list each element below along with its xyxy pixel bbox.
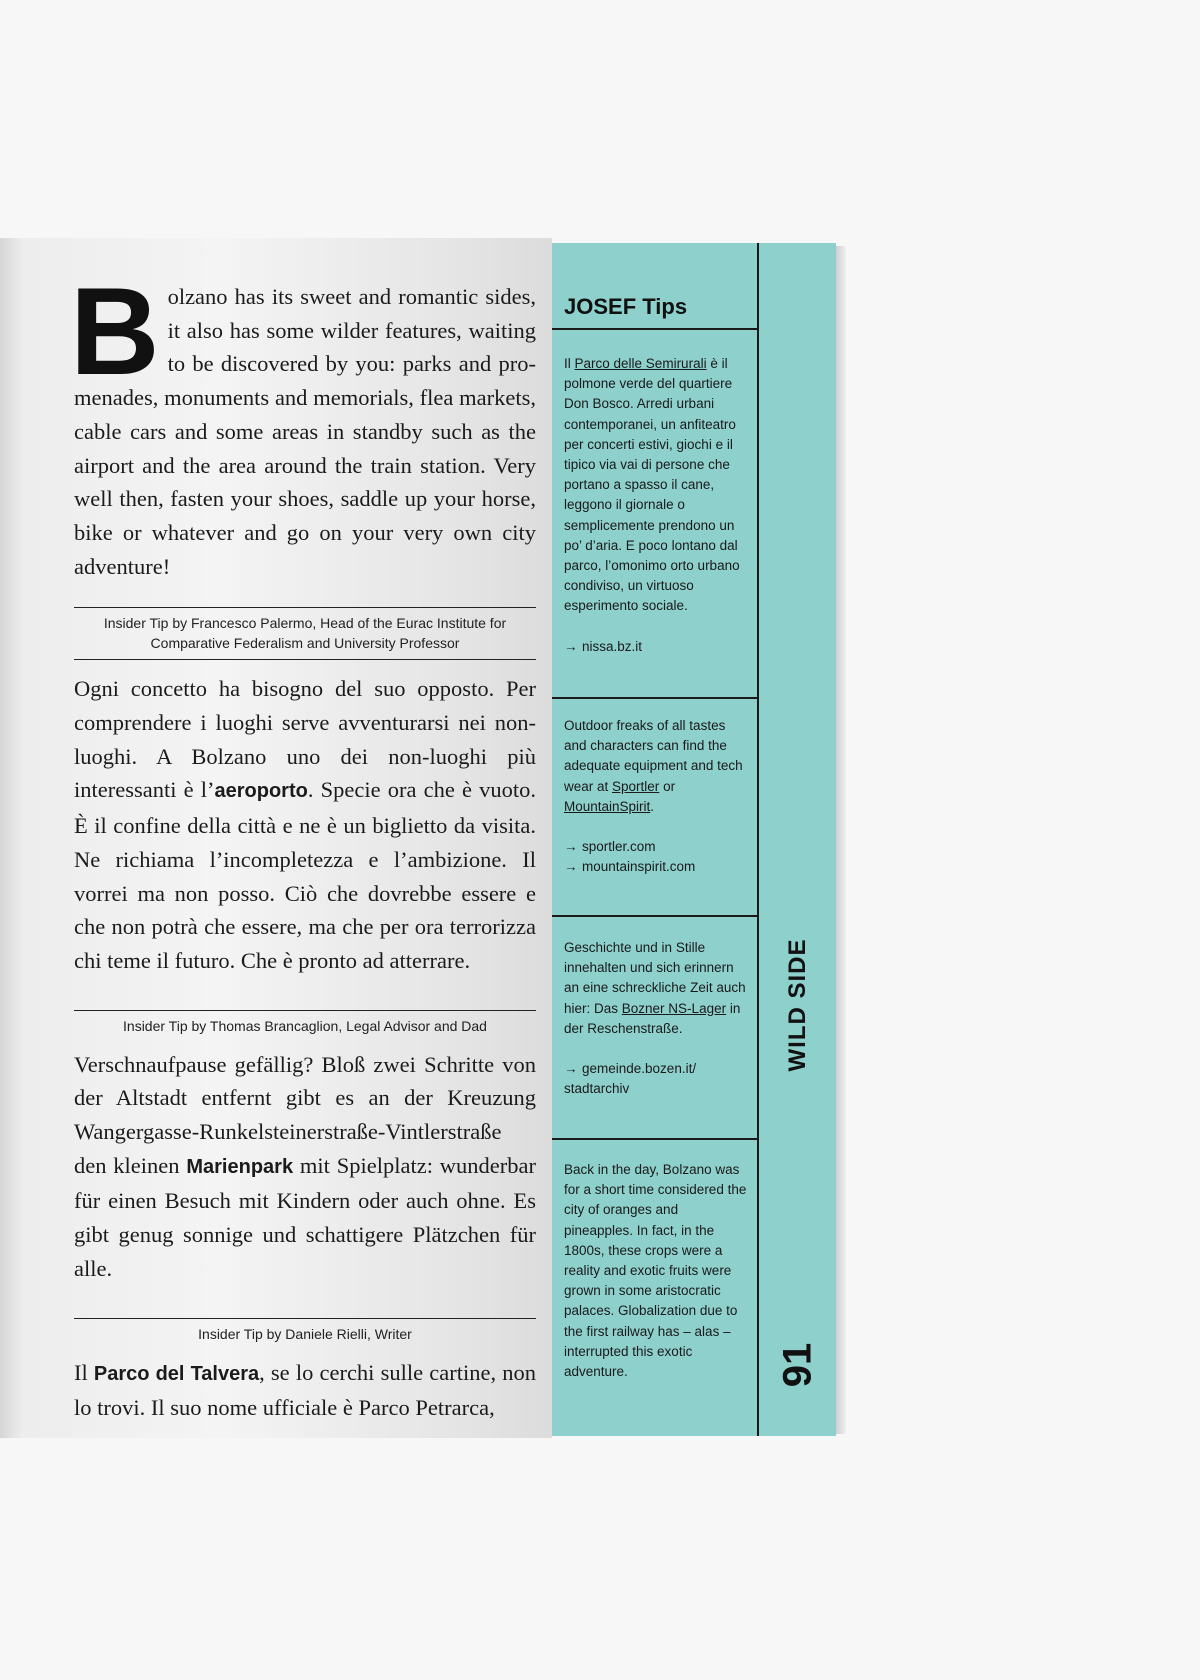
arrow-icon: →: [564, 1061, 578, 1077]
url-mountainspirit[interactable]: mountainspirit.com: [582, 859, 696, 875]
link-parco-semirurali[interactable]: Parco delle Semirurali: [574, 356, 707, 371]
sidebar-rule: [552, 697, 758, 699]
intro-paragraph: [70, 263, 536, 583]
arrow-icon: →: [564, 638, 578, 654]
sidebar-rule: [552, 1138, 758, 1140]
drop-cap: B: [70, 263, 160, 401]
paragraph-talvera: [74, 1356, 536, 1425]
url-gemeinde-bozen[interactable]: gemeinde.bozen.it/ stadtarchiv: [564, 1061, 697, 1097]
box-text: Outdoor freaks of all tastes and characters can find the adequate equipment and tech wear at: [564, 718, 743, 794]
paragraph-marienpark: [74, 1048, 536, 1286]
sidebar-rule: [552, 328, 758, 330]
paragraph-text: Verschnaufpause gefällig? Bloß zwei Schritte von der Altstadt entfernt gibt es an der Kreuzung Wangergasse-Runkelsteinerstraße-Vintlerstraße den kleinen: [74, 1051, 536, 1178]
insider-tip-2: Insider Tip by Thomas Brancaglion, Legal Advisor and Dad: [74, 1010, 536, 1042]
arrow-icon: →: [564, 839, 578, 855]
section-label: [768, 925, 828, 1085]
link-mountainspirit[interactable]: MountainSpirit: [564, 798, 651, 814]
link-bozner-ns-lager[interactable]: Bozner NS-Lager: [621, 1000, 727, 1016]
main-column: [70, 263, 536, 1425]
paragraph-aeroporto: [74, 672, 536, 977]
box-text: Geschichte und in Stille innehalten und sich erinnern an eine schreckliche Zeit auch hier: Das: [564, 940, 746, 1016]
tip-box-semirurali: [564, 354, 750, 657]
page-edge-shadow: [0, 238, 22, 1438]
box-text: Il: [564, 356, 575, 371]
box-text: è il polmone verde del quartiere Don Bosco. Arredi urbani contemporanei, un anfiteatro per concerti estivi, giochi e il tipico via vai di persone che portano a spasso il cane, leggono il giornale o semplicemente prendono un po’ d’aria. E poco lontano dal parco, l’omonimo orto urbano condiviso, un virtuoso esperimento sociale.: [564, 356, 740, 614]
paragraph-text: Il: [74, 1359, 94, 1385]
insider-tip-3: Insider Tip by Daniele Rielli, Writer: [74, 1318, 536, 1350]
box-text: .: [650, 798, 655, 814]
box-text: Back in the day, Bolzano was for a short time considered the city of oranges and pineapples. In fact, in the 1800s, these crops were a reality and exotic fruits were grown in some aristocratic palaces. Globalization due to the first railway has – alas – interrupted this exotic adventure.: [564, 1162, 747, 1380]
insider-tip-1: Insider Tip by Francesco Palermo, Head of the Eurac Institute for Comparative Federalism and University Professor: [74, 607, 536, 660]
highlight-parco-talvera: Parco del Talvera: [93, 1362, 260, 1385]
page-number-text: 91: [775, 1342, 820, 1388]
box-text: or: [659, 778, 676, 794]
tip-box-outdoor: [564, 716, 750, 877]
tip-box-ns-lager: [564, 938, 750, 1099]
url-sportler[interactable]: sportler.com: [582, 839, 656, 855]
highlight-aeroporto: aeroporto: [214, 780, 308, 803]
sidebar-divider-vertical: [757, 243, 759, 1436]
sidebar-title: JOSEF Tips: [564, 294, 688, 319]
url-nissa[interactable]: nissa.bz.it: [582, 638, 643, 654]
section-label-text: WILD SIDE: [784, 938, 811, 1072]
box-text: in der Reschenstraße.: [564, 1000, 741, 1036]
tip-box-oranges: [564, 1160, 750, 1382]
page-number: [768, 1330, 828, 1400]
sidebar-rule: [552, 915, 758, 917]
sidebar-edge-shadow: [836, 246, 846, 1434]
paragraph-text: . Specie ora che è vuoto. È il confine della città e ne è un biglietto da visita. Ne richiama l’incompletezza e l’ambizione. Il vorrei ma non posso. Ciò che dovrebbe essere e che non potrà che essere, ma che per ora terrorizza chi teme il futuro. Che è pronto ad atterrare.: [74, 777, 536, 973]
paragraph-text: mit Spielplatz: wunderbar für einen Besuch mit Kindern oder auch ohne. Es gibt genug sonnige und schattigere Plätzchen für alle.: [74, 1152, 536, 1281]
intro-text: olzano has its sweet and romantic sides, it also has some wilder features, waiting to be discovered by you: parks and promenades, monuments and memorials, flea markets, cable cars and some areas in standby such as the airport and the area around the train station. Very well then, fasten your shoes, saddle up your horse, bike or whatever and go on your very own city adventure!: [74, 284, 536, 579]
highlight-marienpark: Marienpark: [186, 1155, 294, 1178]
paragraph-text: Ogni concetto ha bisogno del suo opposto. Per comprendere i luoghi serve avventurarsi nei non-luoghi. A Bolzano uno dei non-luoghi più interessanti è l’: [74, 676, 536, 803]
paragraph-text: , se lo cerchi sulle cartine, non lo trovi. Il suo nome ufficiale è Parco Petrarca,: [74, 1359, 536, 1421]
link-sportler[interactable]: Sportler: [612, 778, 660, 794]
arrow-icon: →: [564, 859, 578, 875]
